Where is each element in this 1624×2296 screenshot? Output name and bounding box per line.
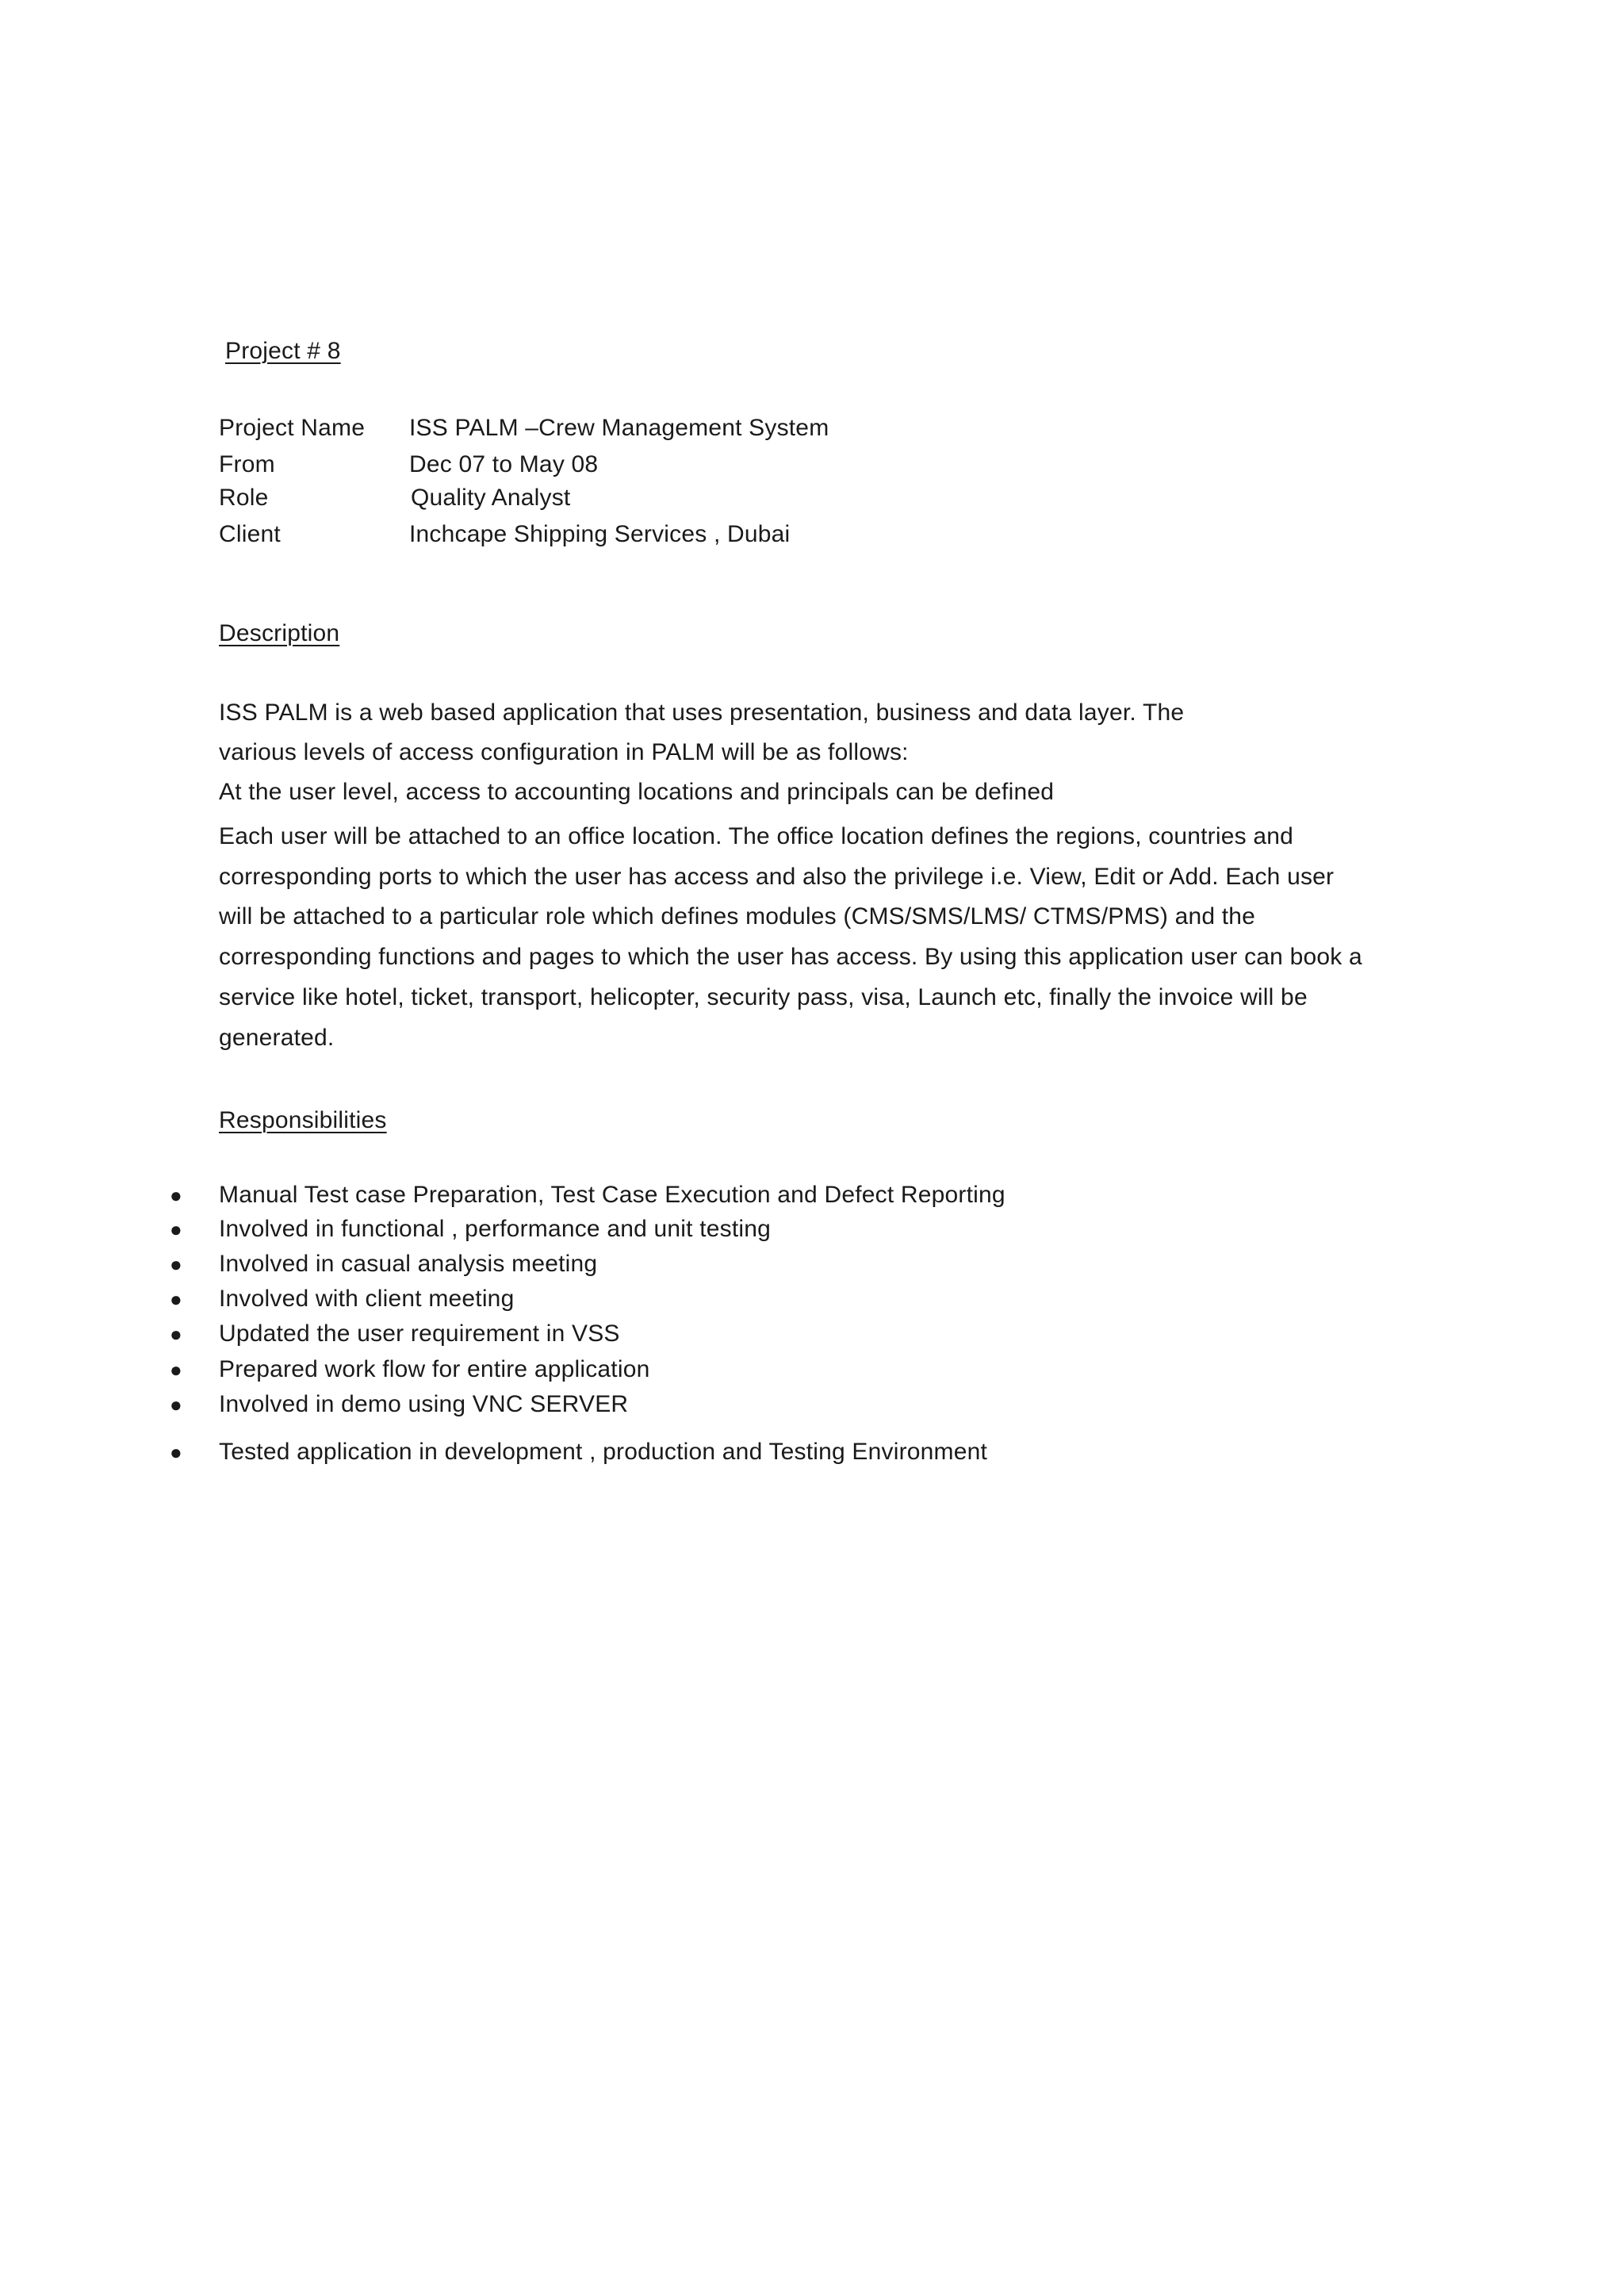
- list-item: Prepared work flow for entire application: [219, 1356, 650, 1382]
- bullet-icon: ●: [170, 1183, 182, 1207]
- description-line: corresponding ports to which the user has access and also the privilege i.e. View, Edit or Add. Each user: [219, 864, 1335, 890]
- client-label: Client: [219, 521, 281, 547]
- list-item: Updated the user requirement in VSS: [219, 1320, 620, 1347]
- from-label: From: [219, 451, 275, 477]
- list-item: Tested application in development , production and Testing Environment: [219, 1439, 988, 1465]
- responsibilities-heading: Responsibilities: [219, 1107, 387, 1133]
- description-line: will be attached to a particular role which defines modules (CMS/SMS/LMS/ CTMS/PMS) and the: [219, 903, 1256, 930]
- bullet-icon: ●: [170, 1322, 182, 1346]
- list-item: Involved in demo using VNC SERVER: [219, 1391, 629, 1417]
- role-label: Role: [219, 485, 269, 511]
- project-name-label: Project Name: [219, 415, 366, 441]
- bullet-icon: ●: [170, 1440, 182, 1464]
- from-value: Dec 07 to May 08: [409, 451, 599, 477]
- client-value: Inchcape Shipping Services , Dubai: [409, 521, 791, 547]
- list-item: Involved in casual analysis meeting: [219, 1251, 598, 1277]
- bullet-icon: ●: [170, 1358, 182, 1382]
- description-line: At the user level, access to accounting locations and principals can be defined: [219, 779, 1055, 805]
- description-line: ISS PALM is a web based application that uses presentation, business and data layer. The: [219, 700, 1185, 726]
- description-heading: Description: [219, 620, 340, 646]
- bullet-icon: ●: [170, 1287, 182, 1311]
- project-heading: Project # 8: [225, 338, 341, 364]
- role-value: Quality Analyst: [411, 485, 571, 511]
- list-item: Involved with client meeting: [219, 1286, 515, 1312]
- description-line: Each user will be attached to an office location. The office location defines the regions, countries and: [219, 823, 1293, 849]
- description-line: corresponding functions and pages to which the user has access. By using this application user can book a: [219, 944, 1362, 970]
- list-item: Involved in functional , performance and unit testing: [219, 1216, 772, 1242]
- bullet-icon: ●: [170, 1393, 182, 1416]
- list-item: Manual Test case Preparation, Test Case Execution and Defect Reporting: [219, 1182, 1005, 1208]
- description-line: various levels of access configuration in PALM will be as follows:: [219, 739, 909, 765]
- project-name-value: ISS PALM –Crew Management System: [409, 415, 829, 441]
- description-line: generated.: [219, 1025, 335, 1051]
- bullet-icon: ●: [170, 1252, 182, 1276]
- bullet-icon: ●: [170, 1217, 182, 1241]
- description-line: service like hotel, ticket, transport, helicopter, security pass, visa, Launch etc, finally the invoice will be: [219, 984, 1308, 1010]
